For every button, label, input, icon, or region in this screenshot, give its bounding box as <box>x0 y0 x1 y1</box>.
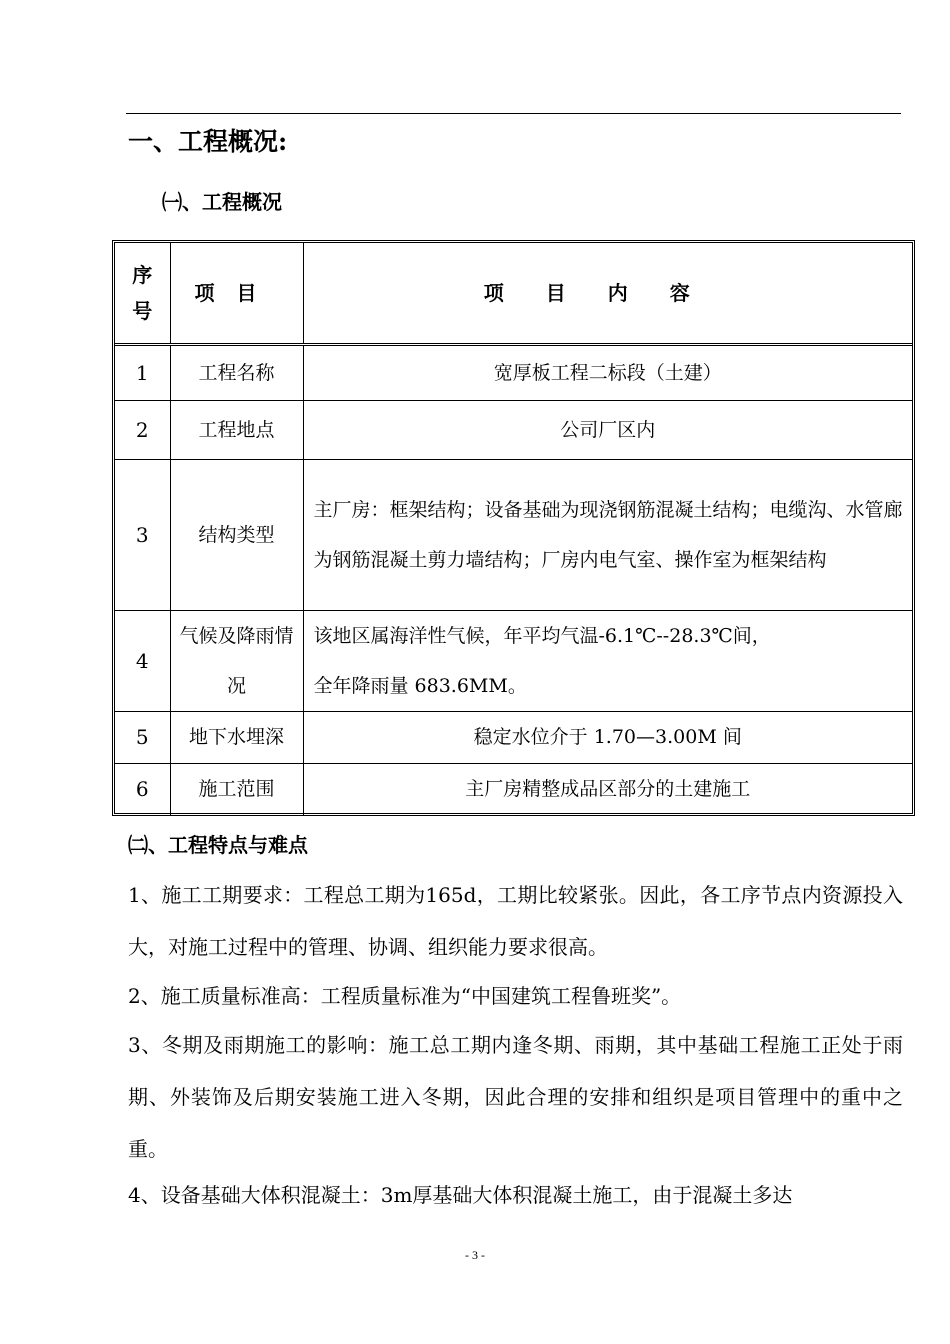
page-number: - 3 - <box>465 1248 485 1262</box>
row-content <box>303 610 912 711</box>
row-item: 结构类型 <box>170 459 303 610</box>
paragraph: 2、施工质量标准高：工程质量标准为“中国建筑工程鲁班奖”。 <box>128 984 682 1008</box>
overview-table-frame <box>112 240 915 816</box>
subsection-title: ㈠、工程概况 <box>162 190 282 214</box>
header-rule <box>126 113 901 114</box>
header-item <box>170 243 303 344</box>
header-seq <box>115 243 170 344</box>
row-number: 1 <box>115 344 170 400</box>
header-item-text: 项目 <box>194 280 279 305</box>
row-item: 工程名称 <box>170 344 303 400</box>
row-content-line: 该地区属海洋性气候，年平均气温-6.1℃--28.3℃间， <box>313 624 771 647</box>
paragraph: 3、冬期及雨期施工的影响：施工总工期内逢冬期、雨期，其中基础工程施工正处于雨期、外装饰及后期安装施工进入冬期，因此合理的安排和组织是项目管理中的重中之重。 <box>128 1033 903 1161</box>
row-item: 地下水埋深 <box>170 711 303 763</box>
row-number: 3 <box>115 459 170 610</box>
row-number: 6 <box>115 763 170 815</box>
header-content-text: 项目内容 <box>483 280 732 305</box>
paragraph: 1、施工工期要求：工程总工期为165d，工期比较紧张。因此，各工序节点内资源投入大，对施工过程中的管理、协调、组织能力要求很高。 <box>128 883 903 959</box>
header-seq-text: 序 号 <box>132 262 153 323</box>
row-item: 气候及降雨情况 <box>170 610 303 711</box>
row-content: 主厂房精整成品区部分的土建施工 <box>303 763 912 815</box>
table-row <box>115 459 912 610</box>
paragraph: 4、设备基础大体积混凝土：3m厚基础大体积混凝土施工，由于混凝土多达 <box>128 1183 793 1207</box>
table-row <box>115 344 912 400</box>
section2-title: ㈡、工程特点与难点 <box>128 833 308 857</box>
row-content: 稳定水位介于 1.70—3.00M 间 <box>303 711 912 763</box>
row-item: 施工范围 <box>170 763 303 815</box>
table-row <box>115 763 912 815</box>
row-number: 5 <box>115 711 170 763</box>
row-number: 2 <box>115 400 170 459</box>
table-row <box>115 610 912 711</box>
row-content: 主厂房：框架结构；设备基础为现浇钢筋混凝土结构；电缆沟、水管廊为钢筋混凝土剪力墙结构；厂房内电气室、操作室为框架结构 <box>303 459 912 610</box>
section-title: 一、工程概况: <box>128 127 288 156</box>
row-content-line: 全年降雨量 683.6MM。 <box>313 674 527 697</box>
row-item: 工程地点 <box>170 400 303 459</box>
overview-table <box>115 243 912 815</box>
row-number: 4 <box>115 610 170 711</box>
row-content: 宽厚板工程二标段（土建） <box>303 344 912 400</box>
table-row <box>115 711 912 763</box>
table-row <box>115 400 912 459</box>
table-header-row <box>115 243 912 344</box>
row-content: 公司厂区内 <box>303 400 912 459</box>
header-content <box>303 243 912 344</box>
